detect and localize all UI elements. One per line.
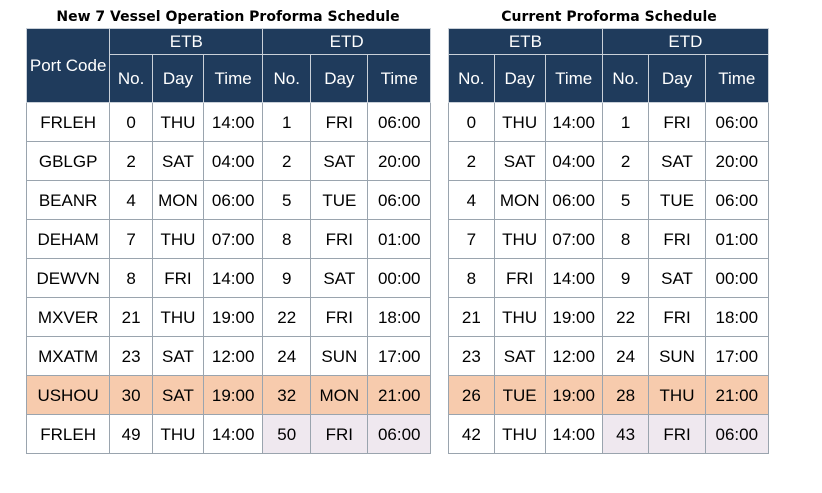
- table-row: [449, 103, 769, 142]
- etd-day-header: Day: [649, 55, 705, 103]
- cell-etb-day: MON: [494, 181, 545, 220]
- cell-etb-no: 8: [110, 259, 153, 298]
- cell-etd-no: 2: [263, 142, 311, 181]
- table-row: [27, 415, 431, 454]
- cell-etd-day: THU: [649, 376, 705, 415]
- cell-etd-time: 17:00: [368, 337, 431, 376]
- cell-port: BEANR: [27, 181, 110, 220]
- cell-etb-no: 42: [449, 415, 495, 454]
- cell-etd-time: 01:00: [705, 220, 768, 259]
- cell-etb-day: SAT: [152, 337, 203, 376]
- cell-etd-day: FRI: [649, 298, 705, 337]
- cell-etd-no: 32: [263, 376, 311, 415]
- cell-etb-no: 7: [449, 220, 495, 259]
- cell-etb-day: TUE: [494, 376, 545, 415]
- cell-etd-time: 00:00: [705, 259, 768, 298]
- table-row: [449, 181, 769, 220]
- cell-etb-time: 07:00: [203, 220, 262, 259]
- cell-etb-no: 4: [449, 181, 495, 220]
- table-row: [449, 259, 769, 298]
- cell-etb-day: THU: [494, 298, 545, 337]
- etb-no-header: No.: [449, 55, 495, 103]
- table-row: [449, 298, 769, 337]
- cell-etb-no: 2: [449, 142, 495, 181]
- cell-etd-day: FRI: [311, 103, 368, 142]
- cell-etd-day: FRI: [649, 220, 705, 259]
- table-row: [27, 220, 431, 259]
- etd-header: ETD: [263, 29, 431, 55]
- cell-etd-time: 06:00: [368, 181, 431, 220]
- cell-etd-day: FRI: [649, 415, 705, 454]
- port-code-header: Port Code: [27, 29, 110, 103]
- table-row: [27, 337, 431, 376]
- cell-etb-day: THU: [152, 103, 203, 142]
- cell-etd-time: 01:00: [368, 220, 431, 259]
- cell-etb-day: THU: [494, 415, 545, 454]
- cell-etb-time: 04:00: [545, 142, 602, 181]
- cell-etb-time: 07:00: [545, 220, 602, 259]
- cell-etb-no: 23: [449, 337, 495, 376]
- etb-day-header: Day: [152, 55, 203, 103]
- cell-etb-day: FRI: [494, 259, 545, 298]
- cell-etd-day: FRI: [649, 103, 705, 142]
- cell-etb-time: 14:00: [203, 415, 262, 454]
- cell-port: DEHAM: [27, 220, 110, 259]
- cell-etd-day: FRI: [311, 298, 368, 337]
- cell-etb-time: 12:00: [545, 337, 602, 376]
- cell-etd-time: 18:00: [368, 298, 431, 337]
- cell-etd-time: 06:00: [368, 103, 431, 142]
- cell-etd-no: 9: [263, 259, 311, 298]
- etd-day-header: Day: [311, 55, 368, 103]
- cell-etd-time: 17:00: [705, 337, 768, 376]
- cell-etd-time: 06:00: [705, 103, 768, 142]
- etb-no-header: No.: [110, 55, 153, 103]
- cell-etd-time: 06:00: [368, 415, 431, 454]
- cell-etb-time: 14:00: [203, 103, 262, 142]
- cell-etd-time: 21:00: [705, 376, 768, 415]
- cell-port: GBLGP: [27, 142, 110, 181]
- cell-etb-day: MON: [152, 181, 203, 220]
- cell-etd-time: 20:00: [705, 142, 768, 181]
- cell-etb-time: 12:00: [203, 337, 262, 376]
- cell-etb-day: THU: [494, 103, 545, 142]
- cell-port: USHOU: [27, 376, 110, 415]
- cell-etd-day: SUN: [649, 337, 705, 376]
- current-schedule-table: [448, 28, 769, 454]
- cell-etb-day: SAT: [494, 337, 545, 376]
- cell-etb-time: 14:00: [545, 415, 602, 454]
- table-row: [27, 376, 431, 415]
- cell-etd-no: 9: [602, 259, 649, 298]
- cell-etb-time: 19:00: [545, 376, 602, 415]
- cell-etb-time: 06:00: [545, 181, 602, 220]
- table-row: [449, 415, 769, 454]
- cell-etb-no: 49: [110, 415, 153, 454]
- cell-etd-day: FRI: [311, 415, 368, 454]
- etb-time-header: Time: [545, 55, 602, 103]
- cell-etb-time: 14:00: [545, 259, 602, 298]
- cell-etd-day: SUN: [311, 337, 368, 376]
- cell-etb-no: 7: [110, 220, 153, 259]
- cell-etd-time: 00:00: [368, 259, 431, 298]
- cell-etd-day: SAT: [311, 142, 368, 181]
- etd-no-header: No.: [602, 55, 649, 103]
- etb-day-header: Day: [494, 55, 545, 103]
- cell-etd-day: SAT: [311, 259, 368, 298]
- table-row: [27, 259, 431, 298]
- cell-etb-no: 0: [449, 103, 495, 142]
- table-row: [449, 142, 769, 181]
- cell-etd-no: 8: [602, 220, 649, 259]
- table-row: [27, 103, 431, 142]
- cell-etb-time: 04:00: [203, 142, 262, 181]
- cell-etd-no: 1: [263, 103, 311, 142]
- cell-etd-time: 20:00: [368, 142, 431, 181]
- cell-etd-time: 06:00: [705, 181, 768, 220]
- cell-etd-no: 43: [602, 415, 649, 454]
- cell-etb-day: SAT: [152, 376, 203, 415]
- cell-etb-time: 14:00: [203, 259, 262, 298]
- new-schedule-caption: New 7 Vessel Operation Proforma Schedule: [56, 9, 400, 25]
- table-row: [449, 376, 769, 415]
- etb-header: ETB: [110, 29, 263, 55]
- cell-etb-time: 19:00: [545, 298, 602, 337]
- cell-port: DEWVN: [27, 259, 110, 298]
- cell-etd-no: 5: [263, 181, 311, 220]
- cell-etd-day: TUE: [649, 181, 705, 220]
- cell-etd-time: 06:00: [705, 415, 768, 454]
- cell-port: MXATM: [27, 337, 110, 376]
- cell-etd-no: 24: [602, 337, 649, 376]
- cell-etb-time: 19:00: [203, 376, 262, 415]
- cell-etb-no: 21: [449, 298, 495, 337]
- cell-etd-day: MON: [311, 376, 368, 415]
- table-row: [449, 337, 769, 376]
- cell-port: FRLEH: [27, 415, 110, 454]
- etb-time-header: Time: [203, 55, 262, 103]
- cell-etd-no: 8: [263, 220, 311, 259]
- cell-etb-day: THU: [152, 220, 203, 259]
- etb-header: ETB: [449, 29, 603, 55]
- cell-port: MXVER: [27, 298, 110, 337]
- cell-etb-no: 8: [449, 259, 495, 298]
- cell-etb-day: THU: [152, 415, 203, 454]
- cell-etd-day: FRI: [311, 220, 368, 259]
- cell-etd-no: 50: [263, 415, 311, 454]
- cell-etd-no: 28: [602, 376, 649, 415]
- table-row: [27, 181, 431, 220]
- cell-etd-no: 1: [602, 103, 649, 142]
- cell-etd-no: 22: [602, 298, 649, 337]
- cell-etb-time: 06:00: [203, 181, 262, 220]
- cell-etb-time: 19:00: [203, 298, 262, 337]
- cell-etb-no: 2: [110, 142, 153, 181]
- table-row: [449, 220, 769, 259]
- cell-etd-day: TUE: [311, 181, 368, 220]
- cell-etd-time: 18:00: [705, 298, 768, 337]
- cell-etb-day: SAT: [152, 142, 203, 181]
- cell-etd-no: 5: [602, 181, 649, 220]
- current-schedule-caption: Current Proforma Schedule: [501, 9, 717, 25]
- cell-etb-no: 21: [110, 298, 153, 337]
- cell-etd-time: 21:00: [368, 376, 431, 415]
- table-row: [27, 298, 431, 337]
- cell-etb-no: 26: [449, 376, 495, 415]
- new-schedule-table: [26, 28, 431, 454]
- etd-time-header: Time: [705, 55, 768, 103]
- etd-header: ETD: [602, 29, 768, 55]
- cell-etb-no: 4: [110, 181, 153, 220]
- cell-etd-day: SAT: [649, 259, 705, 298]
- etd-no-header: No.: [263, 55, 311, 103]
- cell-etb-day: THU: [494, 220, 545, 259]
- cell-etb-day: SAT: [494, 142, 545, 181]
- cell-etb-day: THU: [152, 298, 203, 337]
- cell-etd-no: 2: [602, 142, 649, 181]
- cell-etd-day: SAT: [649, 142, 705, 181]
- cell-port: FRLEH: [27, 103, 110, 142]
- cell-etd-no: 24: [263, 337, 311, 376]
- cell-etb-day: FRI: [152, 259, 203, 298]
- table-row: [27, 142, 431, 181]
- cell-etb-no: 23: [110, 337, 153, 376]
- etd-time-header: Time: [368, 55, 431, 103]
- cell-etd-no: 22: [263, 298, 311, 337]
- cell-etb-no: 0: [110, 103, 153, 142]
- cell-etb-no: 30: [110, 376, 153, 415]
- cell-etb-time: 14:00: [545, 103, 602, 142]
